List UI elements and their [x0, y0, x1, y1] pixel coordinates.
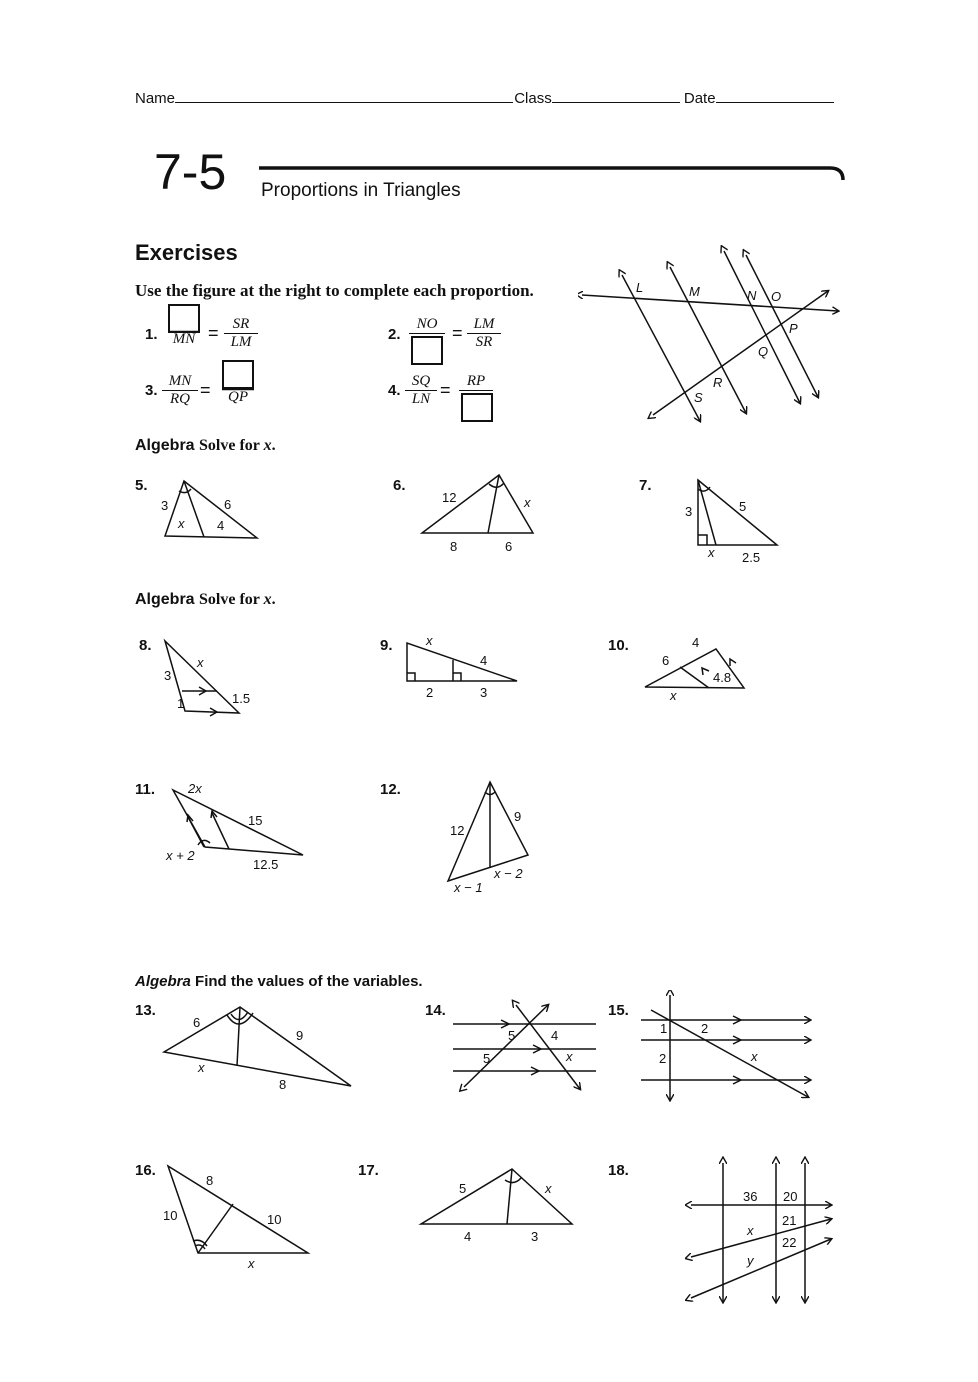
problem-6-number: 6.	[393, 477, 406, 494]
problem-7-number: 7.	[639, 477, 652, 494]
p18-label: x	[747, 1223, 754, 1238]
section-a-bold: Algebra	[135, 437, 195, 454]
p8-label: 1.5	[232, 691, 251, 706]
p7-label: 3	[685, 504, 693, 519]
p6-label: 12	[442, 490, 457, 505]
p11-label: x + 2	[166, 848, 195, 863]
equals-sign: =	[200, 380, 211, 400]
equals-sign: =	[452, 323, 463, 343]
problem-11-number: 11.	[135, 781, 156, 798]
date-label: Date	[683, 90, 716, 107]
lesson-number: 7-5	[154, 144, 227, 200]
problem-17-figure	[415, 1160, 580, 1250]
fraction-3-left: $\frac{MN}{RQ}$	[162, 373, 198, 408]
problem-18-number: 18.	[608, 1162, 629, 1179]
p8-label: 1	[177, 696, 185, 711]
section-a-var: x	[263, 437, 272, 454]
p17-label: 3	[531, 1229, 539, 1244]
p13-label: 6	[193, 1015, 201, 1030]
p10-label: x	[670, 688, 677, 703]
p13-label: 8	[279, 1077, 287, 1092]
problem-13-number: 13.	[135, 1002, 156, 1019]
p17-label: x	[545, 1181, 552, 1196]
p15-label: x	[751, 1049, 758, 1064]
problem-9-figure	[400, 630, 525, 705]
problem-15-figure	[636, 990, 818, 1105]
p5-label: 6	[224, 497, 232, 512]
section-c-text: Find the values of the variables.	[195, 973, 423, 990]
section-a-heading	[135, 437, 276, 455]
label-M: M	[689, 284, 700, 299]
answer-box-3[interactable]	[222, 360, 254, 389]
p7-label: x	[708, 545, 715, 560]
p9-label: 4	[480, 653, 488, 668]
problem-16-number: 16.	[135, 1162, 156, 1179]
p16-label: 8	[206, 1173, 214, 1188]
label-R: R	[713, 375, 723, 390]
p12-label: x − 2	[494, 866, 523, 881]
p16-label: x	[248, 1256, 255, 1271]
p5-label: 3	[161, 498, 169, 513]
name-field[interactable]	[175, 88, 513, 103]
p5-label: x	[178, 516, 185, 531]
fraction-bar	[168, 330, 200, 333]
p15-label: 2	[701, 1021, 709, 1036]
section-c-bold: Algebra	[135, 973, 191, 990]
section-b-bold: Algebra	[135, 591, 195, 608]
date-field[interactable]	[716, 88, 834, 103]
instruction: Use the figure at the right to complete each proportion.	[135, 281, 534, 300]
problem-9-number: 9.	[380, 637, 393, 654]
p13-label: x	[198, 1060, 205, 1075]
p8-label: x	[197, 655, 204, 670]
p16-label: 10	[163, 1208, 178, 1223]
section-b-heading	[135, 591, 276, 609]
fraction-4-left: $\frac{SQ}{LN}$	[405, 373, 437, 408]
problem-5-figure	[150, 475, 265, 545]
problem-10-figure	[640, 630, 755, 705]
p9-label: x	[426, 633, 433, 648]
p11-label: 12.5	[253, 857, 279, 872]
p13-label: 9	[296, 1028, 304, 1043]
fraction-2-left: NO	[409, 316, 445, 334]
problem-6-figure	[415, 470, 540, 560]
p12-label: 9	[514, 809, 522, 824]
section-c-heading	[135, 973, 423, 990]
p12-label: x − 1	[454, 880, 483, 895]
problem-17-number: 17.	[358, 1162, 379, 1179]
label-L: L	[636, 280, 644, 295]
p9-label: 3	[480, 685, 488, 700]
parallel-lines-figure	[578, 245, 843, 430]
section-b-var: x	[263, 591, 272, 608]
p11-label: 15	[248, 813, 263, 828]
problem-2-number: 2.	[388, 326, 401, 343]
problem-8-number: 8.	[139, 637, 152, 654]
label-S: S	[694, 390, 703, 405]
p6-label: x	[524, 495, 531, 510]
p10-label: 6	[662, 653, 670, 668]
p8-label: 3	[164, 668, 172, 683]
fraction-bar	[222, 388, 254, 391]
p14-label: x	[566, 1049, 573, 1064]
p18-label: 22	[782, 1235, 797, 1250]
problem-18-figure	[685, 1155, 840, 1305]
problem-7-figure	[680, 475, 785, 570]
p5-label: 4	[217, 518, 225, 533]
label-P: P	[789, 321, 798, 336]
p18-label: 36	[743, 1189, 758, 1204]
equals-sign: =	[208, 323, 219, 343]
p17-label: 4	[464, 1229, 472, 1244]
problem-4-number: 4.	[388, 382, 401, 399]
class-label: Class	[514, 90, 552, 107]
fraction-3-right: QP	[228, 389, 248, 405]
section-a-end: .	[271, 437, 276, 454]
fraction-1-right: $\frac{SR}{LM}$	[224, 316, 258, 351]
p12-label: 12	[450, 823, 465, 838]
section-b-text: Solve for	[199, 591, 264, 608]
equals-sign: =	[440, 380, 451, 400]
problem-15-number: 15.	[608, 1002, 629, 1019]
answer-box-1[interactable]	[168, 304, 200, 333]
problem-14-number: 14.	[425, 1002, 446, 1019]
answer-box-4[interactable]	[461, 393, 493, 422]
problem-14-figure	[448, 997, 603, 1097]
problem-3-number: 3.	[145, 382, 158, 399]
p16-label: 10	[267, 1212, 282, 1227]
problem-16-figure	[155, 1160, 315, 1275]
p9-label: 2	[426, 685, 434, 700]
label-O: O	[771, 289, 782, 304]
p7-label: 2.5	[742, 550, 761, 565]
p10-label: 4	[692, 635, 700, 650]
answer-box-2[interactable]	[411, 336, 443, 365]
p18-label: y	[747, 1253, 754, 1268]
p7-label: 5	[739, 499, 747, 514]
label-N: N	[747, 288, 757, 303]
p10-label: 4.8	[713, 670, 732, 685]
p17-label: 5	[459, 1181, 467, 1196]
p15-label: 1	[660, 1021, 668, 1036]
p6-label: 6	[505, 539, 513, 554]
problem-12-number: 12.	[380, 781, 401, 798]
p11-label: 2x	[188, 781, 202, 796]
p6-label: 8	[450, 539, 458, 554]
p14-label: 4	[551, 1028, 559, 1043]
problem-1-number: 1.	[145, 326, 158, 343]
class-field[interactable]	[552, 88, 680, 103]
p18-label: 21	[782, 1213, 797, 1228]
fraction-4-right: RP	[459, 373, 493, 391]
label-Q: Q	[758, 344, 769, 359]
section-b-end: .	[271, 591, 276, 608]
problem-11-figure	[160, 775, 310, 875]
p14-label: 5	[508, 1028, 516, 1043]
fraction-2-right: $\frac{LM}{SR}$	[467, 316, 501, 351]
lesson-title: Proportions in Triangles	[261, 180, 461, 201]
problem-10-number: 10.	[608, 637, 629, 654]
p14-label: 5	[483, 1051, 491, 1066]
exercises-heading: Exercises	[135, 240, 238, 265]
p15-label: 2	[659, 1051, 667, 1066]
problem-13-figure	[155, 1000, 360, 1095]
header-line	[135, 88, 845, 107]
problem-8-figure	[155, 635, 255, 720]
problem-5-number: 5.	[135, 477, 148, 494]
fraction-1-left: MN	[172, 331, 196, 347]
p18-label: 20	[783, 1189, 798, 1204]
section-a-text: Solve for	[199, 437, 264, 454]
problem-12-figure	[440, 775, 540, 900]
name-label: Name	[135, 90, 176, 107]
